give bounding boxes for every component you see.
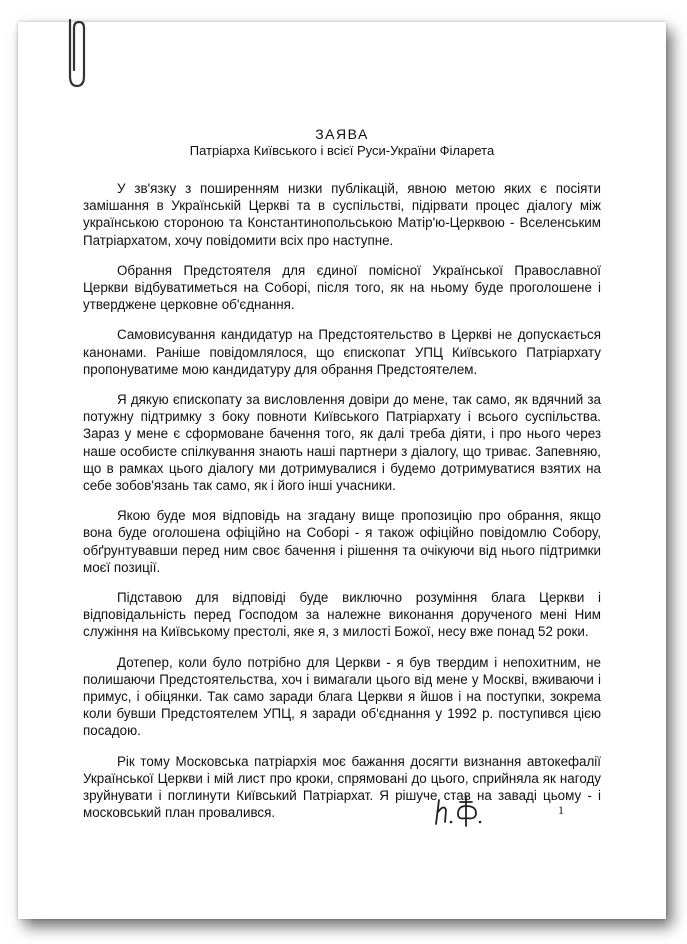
- document-body: [83, 180, 601, 835]
- paragraph: Самовисування кандидатур на Предстоятельство в Церкві не допускається канонами. Раніше повідомлялося, що єпископат УПЦ Київського Патріархату пропонуватиме мою кандидатуру для обрання Предстоятелем.: [83, 327, 601, 377]
- paragraph: Підставою для відповіді буде виключно розуміння блага Церкви і відповідальність перед Господом за належне виконання дорученого мені Ним служіння на Київському престолі, яке я, з милості Божої, несу вже понад 52 роки.: [83, 590, 601, 640]
- page-number: 1: [558, 803, 564, 817]
- document-subtitle: Патріарха Київського і всієї Руси-України Філарета: [189, 143, 495, 158]
- paragraph: Дотепер, коли було потрібно для Церкви - я був твердим і непохитним, не полишаючи Предстоятельства, хоч і вимагали цього від мене у Москві, вживаючи і примус, і обіцянки. Так само заради блага Церкви я йшов і на поступки, зокрема коли бувши Предстоятелем УПЦ, я заради об'єднання у 1992 р. поступився цією посадою.: [83, 654, 601, 739]
- paragraph: Рік тому Московська патріархія моє бажання досягти визнання автокефалії Української Церкви і мій лист про кроки, спрямовані до цього, сприйняла як нагоду зруйнувати і поглинути Київський Патріархат. Я рішуче став на заваді цьому - і московський план провалився.: [83, 753, 601, 821]
- document-title: ЗАЯВА: [315, 126, 369, 142]
- paperclip-icon: [60, 14, 90, 94]
- handwritten-signature: [430, 790, 510, 830]
- paragraph: Я дякую єпископату за висловлення довіри до мене, так само, як вдячний за потужну підтримку з боку повноти Київського Патріархату і всього суспільства. Зараз у мене є сформоване бачення того, як далі треба діяти, і про нього через наше особисте спілкування знають наші партнери з діалогу, що триває. Запевняю, що в рамках цього діалогу ми дотримувалися і будемо дотримуватися взятих на себе зобов'язань так само, як і його інші учасники.: [83, 392, 601, 494]
- document-page: [18, 22, 666, 919]
- paragraph: У зв'язку з поширенням низки публікацій, явною метою яких є посіяти замішання в Українській Церкві та в суспільстві, підірвати процес діалогу між українською стороною та Константинопольською Матір'ю-Церквою - Вселенським Патріархатом, хочу повідомити всіх про наступне.: [83, 181, 601, 248]
- paragraph: Якою буде моя відповідь на згадану вище пропозицію про обрання, якщо вона буде оголошена офіційно на Соборі - я також офіційно повідомлю Собору, обґрунтувавши перед ним своє бачення і рішення та очікуючи від нього підтримки моєї позиції.: [83, 508, 601, 575]
- paragraph: Обрання Предстоятеля для єдиної помісної Української Православної Церкви відбуватиметься на Соборі, після того, як на ньому буде проголошене і утверджене церковне об'єднання.: [83, 262, 601, 313]
